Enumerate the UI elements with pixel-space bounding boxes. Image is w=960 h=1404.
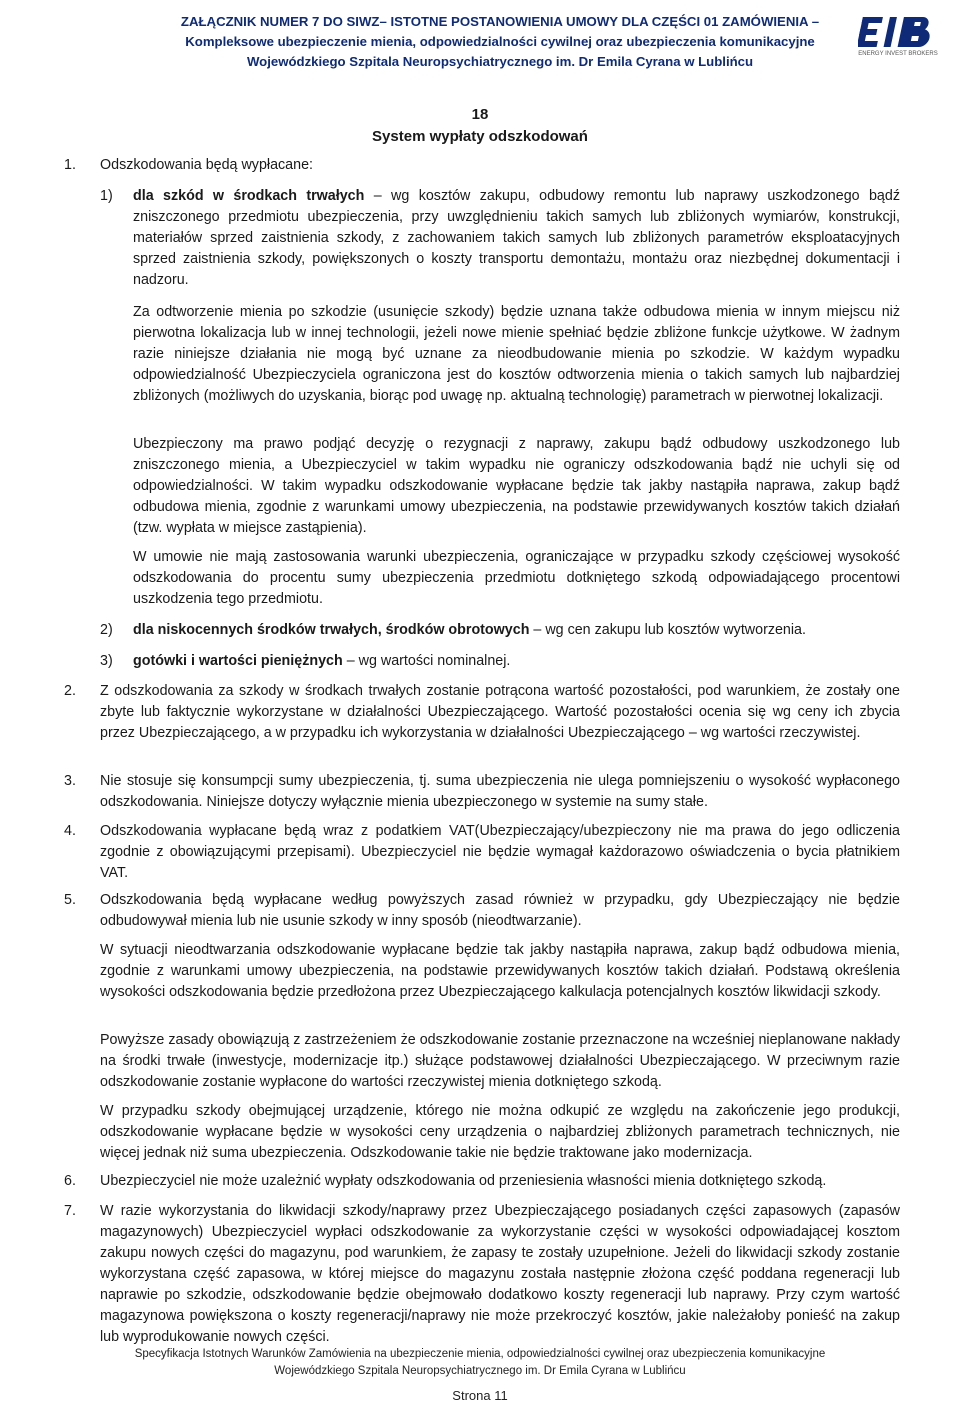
header-line-1: ZAŁĄCZNIK NUMER 7 DO SIWZ– ISTOTNE POSTANOWIENIA UMOWY DLA CZĘŚCI 01 ZAMÓWIENIA – [180,14,820,29]
page-number: Strona 11 [452,1388,508,1403]
page-header [0,0,960,80]
header-line-2: Kompleksowe ubezpieczenie mienia, odpowiedzialności cywilnej oraz ubezpieczenia komunikacyjne [185,34,815,49]
eib-logo [858,12,938,52]
item-1-1-para-3: W umowie nie mają zastosowania warunki ubezpieczenia, ograniczające w przypadku szkody częściowej wysokość odszkodowania do procentu sumy ubezpieczenia przedmiotu dotkniętego szkodą odpowiadającego procentowi uszkodzenia tego przedmiotu. [133,549,900,607]
item-1-1-para-2: Ubezpieczony ma prawo podjąć decyzję o rezygnacji z naprawy, zakupu bądź odbudowy uszkodzonego lub zniszczonego mienia, a Ubezpieczyciel w takim wypadku nie ograniczy odszkodowania bądź nie uchyli się od odpowiedzialności. W takim wypadku odszkodowanie wypłacane będzie tak jakby nastąpiła naprawa, zakup bądź odbudowa mienia, zgodnie z warunkami umowy ubezpieczenia, na podstawie przewidywanych kosztów takich działań (tzw. wypłata w miejsce zastąpienia). [133,436,900,536]
item-6-text: Ubezpieczyciel nie może uzależnić wypłaty odszkodowania od przeniesienia własności mienia dotkniętego szkodą. [100,1173,827,1189]
item-5-para-2: Powyższe zasady obowiązują z zastrzeżeniem że odszkodowanie zostanie przeznaczone na wcześniej nieplanowane nakłady na środki trwałe (inwestycje, modernizacje itp.) służące podstawowej działalności Ubezpieczającego. W przeciwnym razie odszkodowanie zostanie wypłacone do wartości rzeczywistej mienia dotkniętego szkodą. [100,1032,900,1090]
footer-line-1: Specyfikacja Istotnych Warunków Zamówienia na ubezpieczenie mienia, odpowiedzialności cywilnej oraz ubezpieczenia komunikacyjne [134,1348,826,1360]
item-5-number: 5. [64,892,76,908]
header-title [150,12,850,72]
item-5-para-3: W przypadku szkody obejmującej urządzenie, którego nie można odkupić ze względu na zakończenie jego produkcji, odszkodowanie wypłacane będzie w wysokości ceny urządzenia o najbardziej zbliżonych parametrach technicznych, nie więcej jednak niż suma ubezpieczenia. Odszkodowanie takie nie będzie traktowane jako modernizacja. [100,1103,900,1161]
item-1-2-bold: dla niskocennych środków trwałych, środków obrotowych [133,622,530,638]
header-line-3: Wojewódzkiego Szpitala Neuropsychiatrycznego im. Dr Emila Cyrana w Lublińcu [246,54,754,69]
item-1-2-rest: – wg cen zakupu lub kosztów wytworzenia. [529,622,806,638]
item-1-2-number: 2) [100,622,113,638]
item-5-text: Odszkodowania będą wypłacane według powyższych zasad również w przypadku, gdy Ubezpieczający nie będzie odbudowywał mienia lub nie usunie szkody w inny sposób (nieodtwarzanie). [100,892,900,929]
item-1-1-para-1: Za odtworzenie mienia po szkodzie (usunięcie szkody) będzie uznana także odbudowa mienia w innym miejscu niż pierwotna lokalizacja lub w innej technologii, jeżeli nowe mienie spełniać będzie zbliżone funkcje użytkowe. W żadnym razie niniejsze działania nie mogą być uznane za nieodbudowanie mienia po szkodzie. W każdym wypadku odpowiedzialność Ubezpieczyciela ograniczona jest do kosztów odtworzenia mienia o takich samych lub najbardziej zbliżonych (możliwych do uzyskania, biorąc pod uwagę np. aktualną technologię) parametrach w pierwotnej lokalizacji. [133,304,900,404]
item-2-number: 2. [64,683,76,699]
item-2-text: Z odszkodowania za szkody w środkach trwałych zostanie potrącona wartość pozostałości, pod warunkiem, że zostały one zbyte lub faktycznie wykorzystane w działalności Ubezpieczającego. Wartość pozostałości ocenia się wg ceny ich zbycia przez Ubezpieczającego, a w przypadku ich wykorzystania w działalności Ubezpieczającego – wg wartości rzeczywistej. [100,683,900,741]
logo-subtitle: ENERGY INVEST BROKERS [858,51,938,57]
item-1-3-bold: gotówki i wartości pieniężnych [133,653,343,669]
item-7-number: 7. [64,1203,76,1219]
item-1-2-text [133,620,900,641]
item-7-text: W razie wykorzystania do likwidacji szkody/naprawy przez Ubezpieczającego posiadanych części zapasowych (zapasów magazynowych) Ubezpieczyciel wypłaci odszkodowanie za wykorzystanie części w wysokości odpowiadającej kosztom zakupu nowych części do magazynu, pod warunkiem, że zapasy te zostały uzupełnione. Jeżeli do likwidacji szkody zostanie wykorzystana część zapasowa, w której miejsce do magazynu została następnie złożona część poddana regeneracji lub naprawie po szkodzie, odszkodowanie będzie obejmowało dodatkowo koszty regeneracji lub naprawy. Przy czym wartość magazynowa powiększona o koszty regeneracji/naprawy nie może przekroczyć kosztów, jakie należałoby ponieść na zakup lub wyprodukowanie nowych części. [100,1203,900,1345]
item-4-text: Odszkodowania wypłacane będą wraz z podatkiem VAT(Ubezpieczający/ubezpieczony nie ma prawa do jego odliczenia zgodnie z obowiązującymi przepisami). Ubezpieczyciel nie będzie wymagał każdorazowo oświadczenia o bycia płatnikiem VAT. [100,823,900,881]
item-6-number: 6. [64,1173,76,1189]
item-5-para-1: W sytuacji nieodtwarzania odszkodowanie wypłacane będzie tak jakby nastąpiła naprawa, zakup bądź odbudowa mienia, zgodnie z warunkami umowy ubezpieczenia, na podstawie przewidywanych kosztów takich działań. Podstawą określenia wysokości odszkodowania będzie przedłożona przez Ubezpieczającego kalkulacja potencjalnych kosztów likwidacji szkody. [100,942,900,1000]
item-1-1-bold: dla szkód w środkach trwałych [133,188,365,204]
item-4-number: 4. [64,823,76,839]
item-1-3-text [133,651,900,672]
footer-line-2: Wojewódzkiego Szpitala Neuropsychiatrycznego im. Dr Emila Cyrana w Lublińcu [274,1365,686,1377]
item-1-1-rest: – wg kosztów zakupu, odbudowy remontu lub naprawy uszkodzonego bądź zniszczonego przedmiotu ubezpieczenia, przy uwzględnieniu takich samych lub zbliżonych wymiarów, konstrukcji, materiałów sprzed zaistnienia szkody, z zachowaniem takich samych lub zbliżonych parametrów eksploatacyjnych sprzed zaistnienia szkody, powiększonych o koszty transportu demontażu, montażu oraz niezbędnej dokumentacji i nadzoru. [133,188,900,288]
article-number: 18 [471,106,489,123]
item-1-1-text [133,186,900,291]
item-3-text: Nie stosuje się konsumpcji sumy ubezpieczenia, tj. suma ubezpieczenia nie ulega pomniejszeniu o wysokość wypłaconego odszkodowania. Niniejsze dotyczy wyłącznie mienia ubezpieczonego w systemie na sumy stałe. [100,773,900,810]
item-1-3-rest: – wg wartości nominalnej. [342,653,511,669]
item-1-3-number: 3) [100,653,113,669]
article-title: System wypłaty odszkodowań [372,128,588,145]
item-1-number: 1. [64,157,76,173]
item-1-1-number: 1) [100,188,113,204]
item-3-number: 3. [64,773,76,789]
page-footer [0,1346,960,1380]
item-1-label: Odszkodowania będą wypłacane: [100,157,314,173]
